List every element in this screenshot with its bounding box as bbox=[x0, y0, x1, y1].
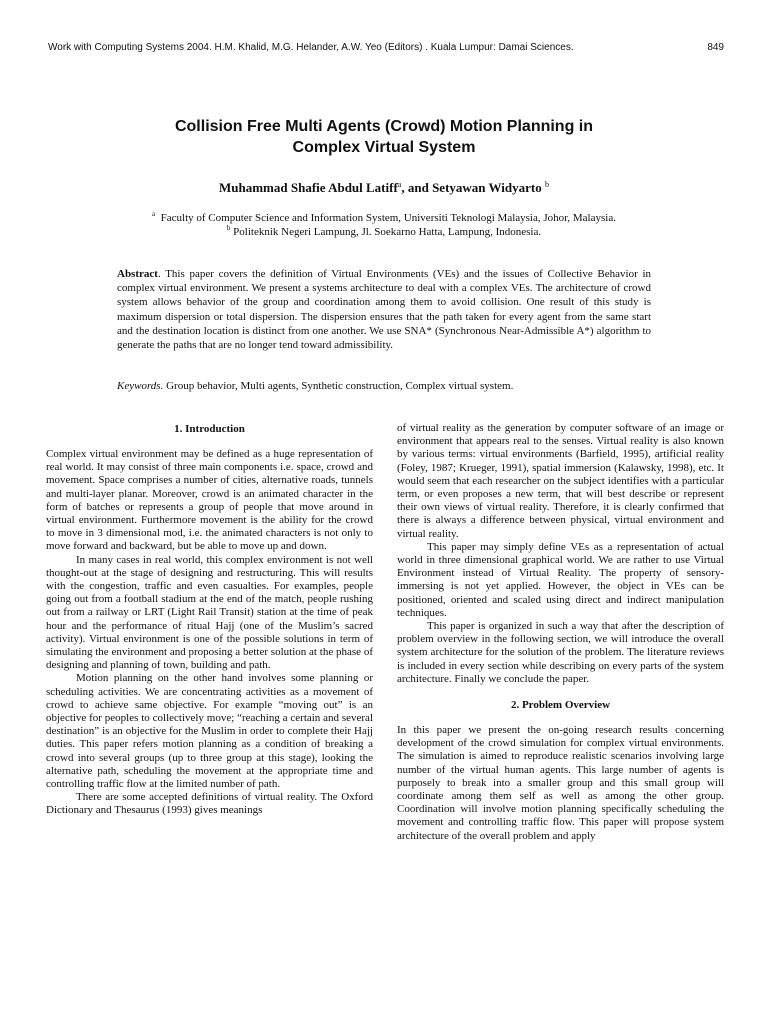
title-line-1: Collision Free Multi Agents (Crowd) Motion Planning in bbox=[174, 118, 594, 135]
author-1-mark: a bbox=[397, 180, 402, 189]
intro-paragraph-5: This paper may simply define VEs as a representation of actual world in three dimensional graphical world. We are rather to use Virtual Environment instead of Virtual Reality. The property of sensory-immersing is not yet applied. However, the object in VEs can be positioned, oriented and scaled using direct and indirect manipulation techniques. bbox=[397, 540, 724, 619]
author-2-mark: b bbox=[545, 180, 549, 189]
author-separator: , and bbox=[401, 180, 433, 195]
section-heading-problem-overview: 2. Problem Overview bbox=[510, 699, 611, 712]
author-line bbox=[0, 180, 768, 196]
intro-paragraph-4: There are some accepted definitions of virtual reality. The Oxford Dictionary and Thesaurus (1993) gives meanings bbox=[46, 791, 373, 817]
running-header bbox=[48, 42, 724, 54]
affiliations bbox=[0, 211, 768, 239]
author-2: Setyawan Widyarto bbox=[432, 180, 542, 195]
affiliation-a-text: Faculty of Computer Science and Information System, Universiti Teknologi Malaysia, Johor, Malaysia. bbox=[160, 212, 616, 224]
citation-line: Work with Computing Systems 2004. H.M. Khalid, M.G. Helander, A.W. Yeo (Editors) . Kuala Lumpur: Damai Sciences. bbox=[48, 42, 574, 53]
abstract bbox=[117, 267, 651, 352]
page-number: 849 bbox=[707, 42, 724, 53]
left-column bbox=[46, 422, 373, 1012]
keywords bbox=[117, 379, 651, 393]
intro-paragraph-3: Motion planning on the other hand involves some planning or scheduling activities. We are concentrating activities as a movement of crowd to achieve same objective. For example “moving out” is an objective for peoples to collectively move; “reaching a certain and several destination” is an objective for the Muslim in order to complete their Hajj duties. This paper refers motion planning as a condition of breaking a crowd into several groups (up to three group at this stage), looking the alternative path, scheduling the movement at the appropriate time and controlling traffic flow at the limited number of path. bbox=[46, 672, 373, 791]
title-line-2: Complex Virtual System bbox=[292, 139, 476, 156]
intro-paragraph-2: In many cases in real world, this complex environment is not well thought-out at the stage of designing and restructuring. This will results with the congestion, traffic and even casualties. For examples, people going out from a football stadium at the end of the match, people rushing out from a railway or LRT (Light Rail Transit) station at the time of peak hour and the performance of ritual Hajj (one of the Muslim’s sacred activity). Virtual environment is one of the possible solutions in term of simulating the environment and proposing a better solution at the phase of designing and planning of town, building and path. bbox=[46, 553, 373, 672]
affiliation-b-mark: b bbox=[226, 224, 231, 232]
affiliation-a bbox=[0, 211, 768, 225]
right-column bbox=[397, 422, 724, 1012]
affiliation-a-mark: a bbox=[152, 210, 156, 218]
intro-paragraph-6: This paper is organized in such a way that after the description of problem overview in the following section, we will introduce the overall system architecture for the solution of the problem. The literature reviews is included in every section while describing on every parts of the system architecture. Finally we conclude the paper. bbox=[397, 620, 724, 685]
keywords-label: Keywords. bbox=[117, 380, 164, 392]
abstract-label: Abstract bbox=[117, 268, 158, 280]
paper-title bbox=[0, 116, 768, 158]
affiliation-b-text: Politeknik Negeri Lampung, Jl. Soekarno Hatta, Lampung, Indonesia. bbox=[233, 226, 542, 238]
abstract-text: . This paper covers the definition of Virtual Environments (VEs) and the issues of Collective Behavior in complex virtual environment. We present a systems architecture to deal with a complex VEs. The architecture of crowd system allows behavior of the group and coordination among them to avoid collision. One result of this study is maximum dispersion or total dispersion. The dispersion ensures that the path taken for every agent from the same start and the destination location is distinct from one another. We use SNA* (Synchronous Near-Admissible A*) algorithm to generate the paths that are no longer tend toward admissibility. bbox=[117, 268, 651, 352]
affiliation-b bbox=[0, 225, 768, 239]
problem-paragraph-1: In this paper we present the on-going research results concerning development of the crowd simulation for complex virtual environments. The simulation is aimed to reproduce realistic scenarios involving large number of the virtual human agents. This large number of agents is purposely to break into a smaller group and this small group will coordinate among them self as well as among the other group. Coordination will involve motion planning specifically scheduling the movement and controlling traffic flow. This paper will propose system architecture of the overall problem and apply bbox=[397, 724, 724, 842]
intro-paragraph-continued: of virtual reality as the generation by computer software of an image or environment that appears real to the senses. Virtual reality is also known by various terms: virtual environments (Barfield, 1995), artificial reality (Foley, 1987; Krueger, 1991), spatial immersion (Kalawsky, 1998), etc. It would seem that each researcher on the subject identifies with a particular term, or even proposes a new term, that will best describe or represent their own views of virtual reality. Therefore, it is clearly confirmed that there is always a difference between physical, virtual environment and virtual reality. bbox=[397, 422, 724, 540]
keywords-text: Group behavior, Multi agents, Synthetic construction, Complex virtual system. bbox=[163, 380, 514, 392]
intro-paragraph-1: Complex virtual environment may be defined as a huge representation of real world. It may consist of three main components i.e. space, crowd and movement. Space comprises a number of cities, alternative roads, tunnels and multi-layer planar. Moreover, crowd is an animated character in the form of batches or represents a group of people that move around in virtual environment. Furthermore movement is the ability for the crowd to move in 3 dimensional mod, i.e. the animated characters is not only to move forward and backward, but be able to move up and down. bbox=[46, 448, 373, 553]
section-heading-introduction: 1. Introduction bbox=[174, 423, 245, 435]
author-1: Muhammad Shafie Abdul Latiff bbox=[219, 180, 398, 195]
